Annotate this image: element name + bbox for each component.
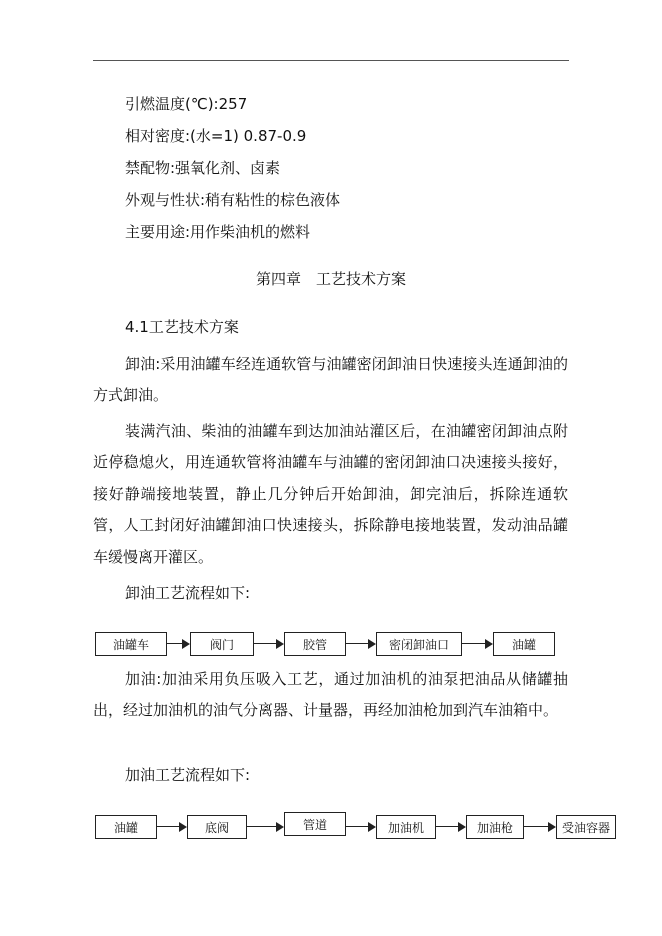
- refuel-flow-step: 底阀: [187, 815, 247, 839]
- unload-flow-step: 密闭卸油口: [376, 632, 462, 656]
- refuel-flow-step: 管道: [284, 812, 346, 836]
- flow-arrow: [157, 822, 187, 832]
- header-rule: [93, 60, 569, 61]
- unload-flow-step: 阀门: [190, 632, 254, 656]
- property-relative-density: 相对密度:(水=1) 0.87-0.9: [125, 127, 307, 145]
- property-incompatible-materials: 禁配物:强氧化剂、卤素: [125, 159, 281, 177]
- section-title: 4.1工艺技术方案: [125, 318, 239, 336]
- flow-arrow: [346, 822, 376, 832]
- property-main-use: 主要用途:用作柴油机的燃料: [125, 223, 311, 241]
- unload-flow-step: 油罐: [493, 632, 555, 656]
- flow-arrow: [524, 822, 556, 832]
- refuel-flow-step: 受油容器: [556, 815, 616, 839]
- flow-arrow: [247, 822, 284, 832]
- flow-arrow: [254, 639, 284, 649]
- property-appearance: 外观与性状:稍有粘性的棕色液体: [125, 191, 341, 209]
- unload-flow-step: 胶管: [284, 632, 346, 656]
- flow-arrow: [436, 822, 466, 832]
- unload-intro-paragraph: 卸油:采用油罐车经连通软管与油罐密闭卸油日快速接头连通卸油的方式卸油。: [93, 355, 568, 405]
- unload-detail-paragraph: 装满汽油、柴油的油罐车到达加油站灌区后，在油罐密闭卸油点附近停稳熄火，用连通软管将油罐车与油罐的密闭卸油口决速接头接好，接好静端接地装置，静止几分钟后开始卸油，卸完油后，拆除连通软管，人工封闭好油罐卸油口快速接头，拆除静电接地装置，发动油品罐车缓慢离开灌区。: [93, 422, 568, 566]
- unload-flow-label: 卸油工艺流程如下:: [125, 584, 251, 602]
- property-ignition-temperature: 引燃温度(℃):257: [125, 95, 248, 113]
- refuel-flow-step: 油罐: [95, 815, 157, 839]
- unload-flow-step: 油罐车: [95, 632, 167, 656]
- chapter-title: 第四章 工艺技术方案: [255, 270, 406, 288]
- refuel-flow-step: 加油枪: [466, 815, 524, 839]
- refuel-flow-step: 加油机: [376, 815, 436, 839]
- flow-arrow: [462, 639, 493, 649]
- refuel-flow-label: 加油工艺流程如下:: [125, 766, 251, 784]
- refuel-intro-paragraph: 加油:加油采用负压吸入工艺，通过加油机的油泵把油品从储罐抽出，经过加油机的油气分离器、计量器，再经加油枪加到汽车油箱中。: [93, 670, 568, 720]
- flow-arrow: [346, 639, 376, 649]
- flow-arrow: [167, 639, 190, 649]
